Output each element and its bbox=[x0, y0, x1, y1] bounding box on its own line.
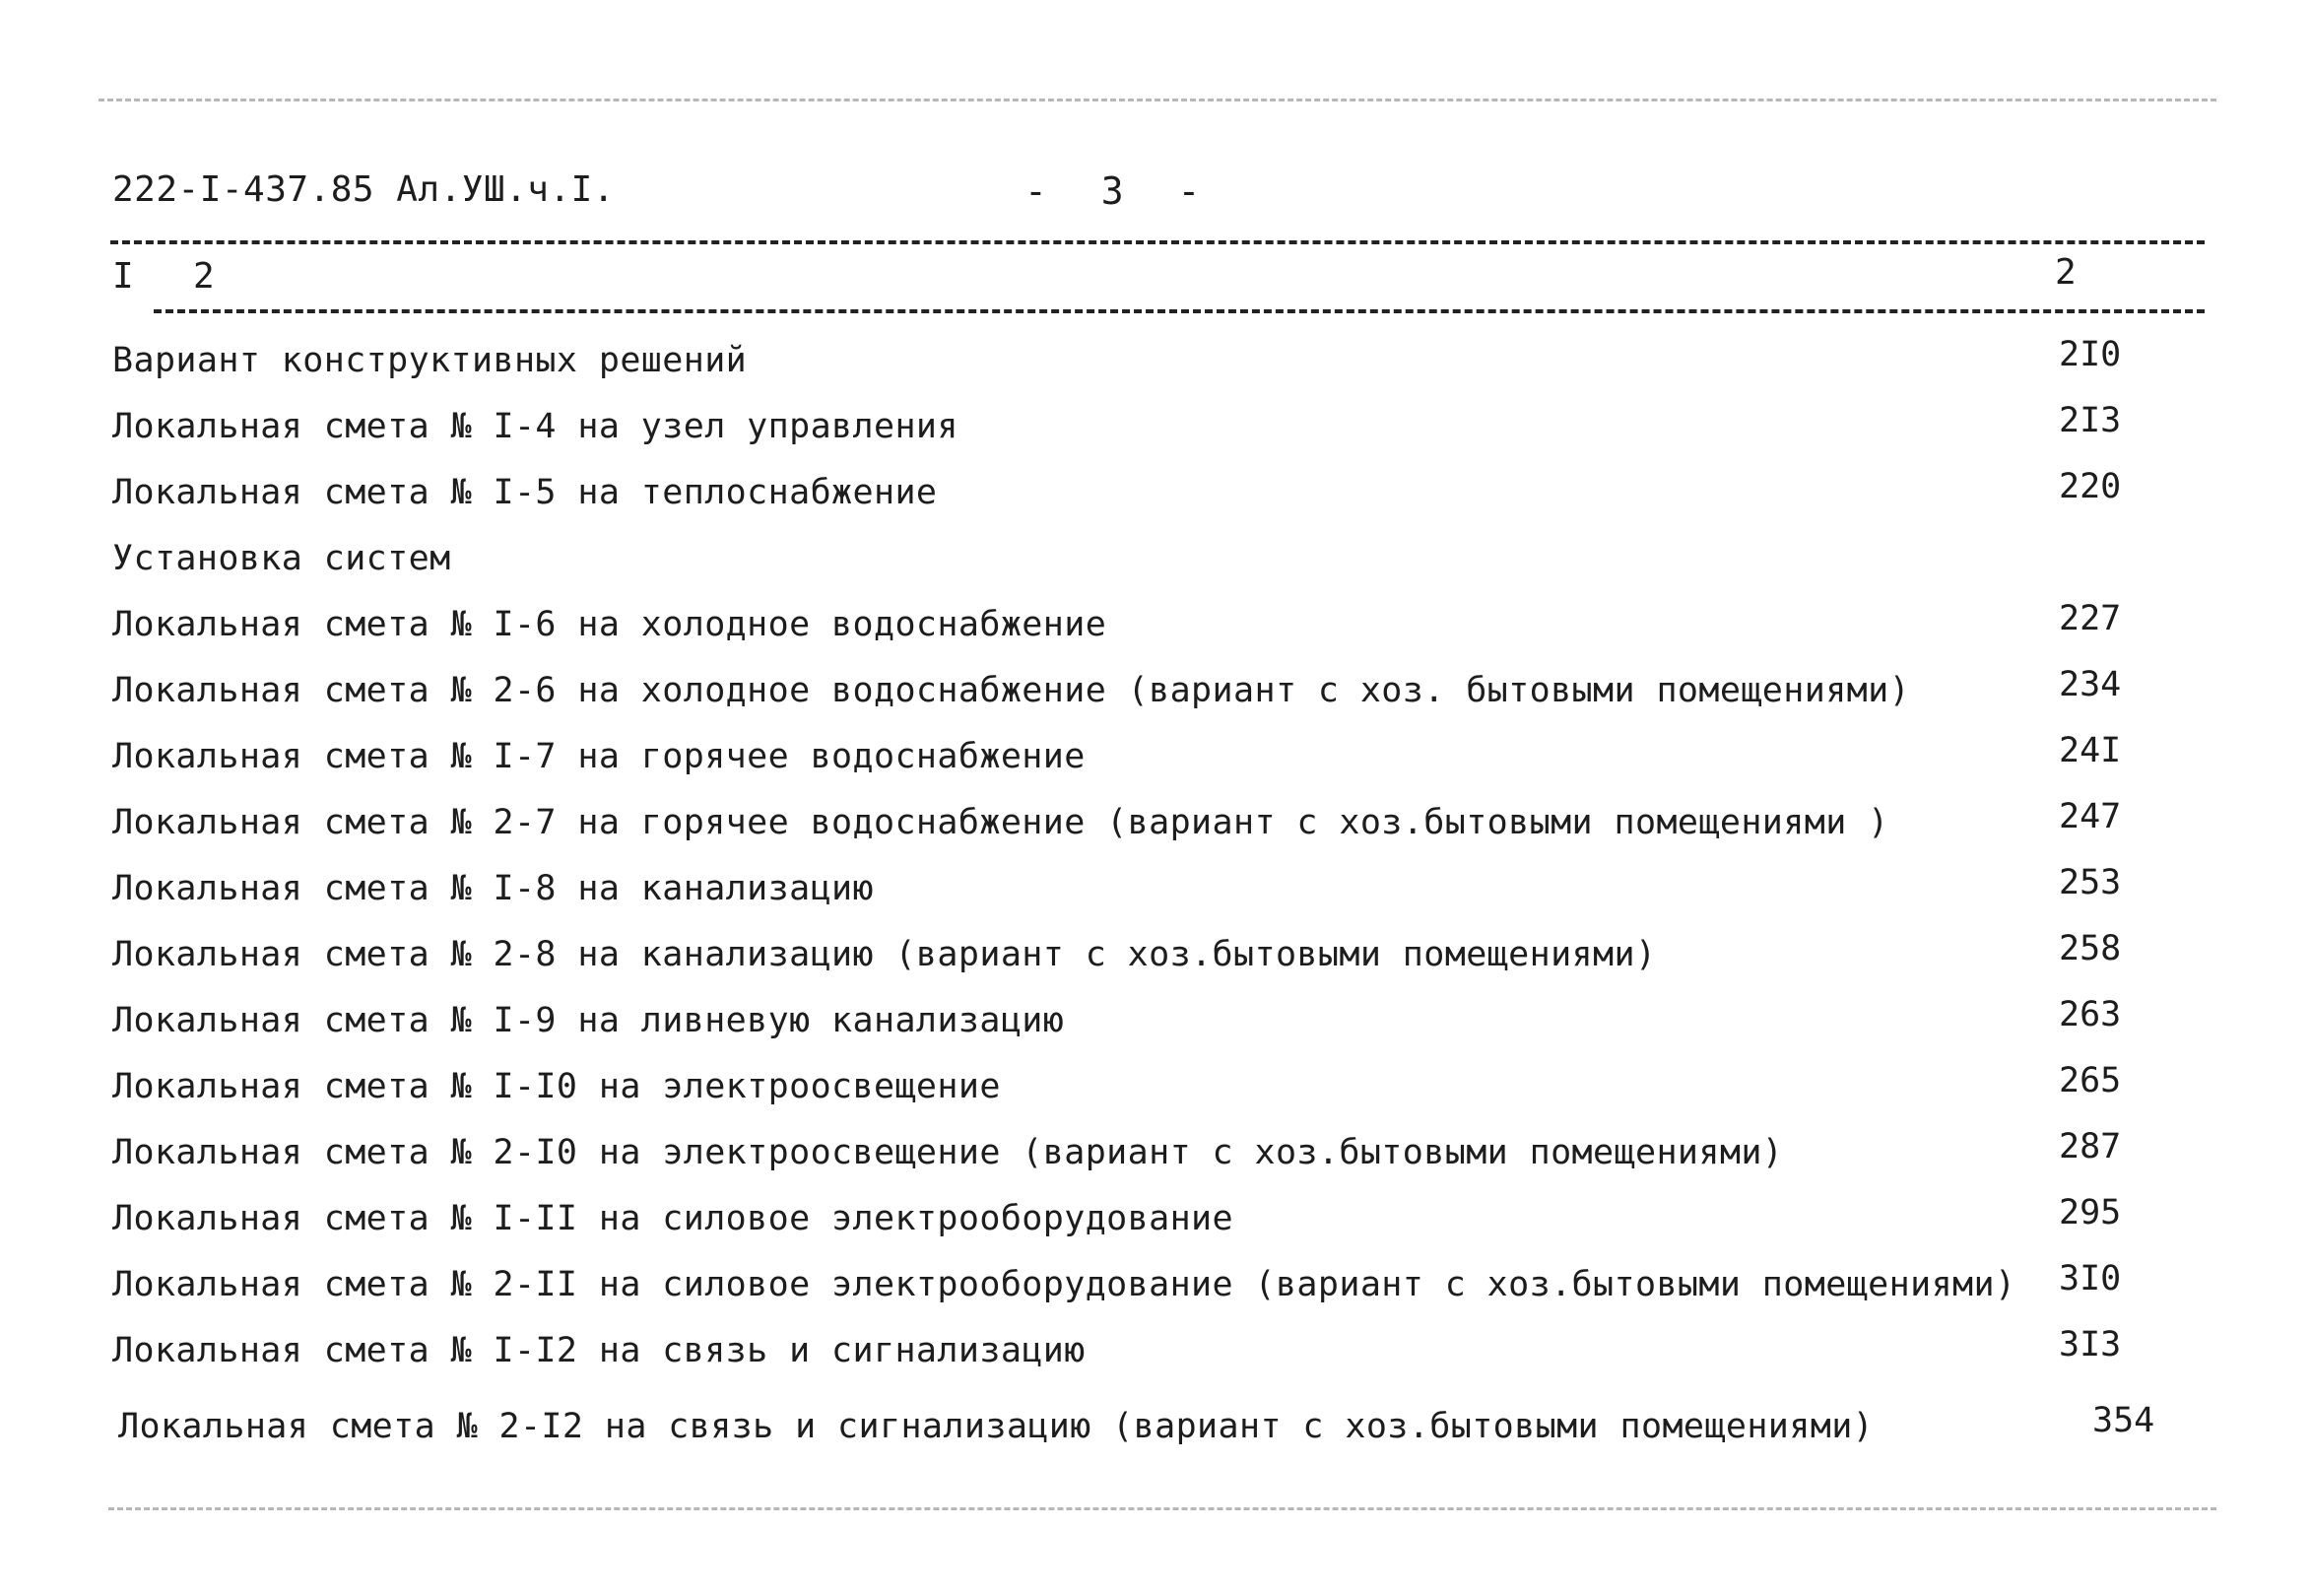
toc-entry-title: Локальная смета № I-5 на теплоснабжение bbox=[112, 473, 938, 512]
toc-row bbox=[0, 401, 2311, 462]
toc-entry-title: Локальная смета № I-9 на ливневую канализацию bbox=[112, 1001, 1065, 1040]
toc-entry-title: Локальная смета № I-II на силовое электрооборудование bbox=[112, 1199, 1234, 1238]
toc-entry-page: 263 bbox=[2059, 995, 2122, 1034]
toc-row bbox=[0, 1325, 2311, 1386]
toc-entry-title: Локальная смета № I-8 на канализацию bbox=[112, 869, 874, 908]
column-header-page: 2 bbox=[2055, 252, 2077, 293]
toc-row bbox=[0, 797, 2311, 858]
page-number: - 3 - bbox=[1024, 169, 1217, 213]
toc-row bbox=[0, 539, 2311, 594]
toc-entry-title: Локальная смета № 2-I2 на связь и сигнализацию (вариант с хоз.бытовыми помещениями) bbox=[118, 1407, 1875, 1446]
column-header-2: 2 bbox=[193, 256, 215, 297]
toc-entry-title: Вариант конструктивных решений bbox=[112, 341, 748, 380]
toc-row bbox=[0, 1061, 2311, 1122]
toc-row bbox=[0, 731, 2311, 792]
toc-row bbox=[0, 335, 2311, 396]
toc-row bbox=[0, 467, 2311, 528]
toc-entry-page: 258 bbox=[2059, 929, 2122, 968]
toc-row bbox=[0, 995, 2311, 1056]
bottom-frame-line bbox=[108, 1507, 2216, 1510]
toc-row bbox=[0, 1259, 2311, 1320]
toc-entry-title: Локальная смета № 2-I0 на электроосвещение (вариант с хоз.бытовыми помещениями) bbox=[112, 1133, 1784, 1172]
toc-entry-page: 2I0 bbox=[2059, 335, 2122, 374]
toc-row bbox=[0, 863, 2311, 924]
toc-entry-title: Установка систем bbox=[112, 539, 451, 578]
toc-entry-title: Локальная смета № 2-6 на холодное водоснабжение (вариант с хоз. бытовыми помещениями) bbox=[112, 671, 1911, 710]
toc-entry-page: 220 bbox=[2059, 467, 2122, 506]
toc-entry-title: Локальная смета № 2-II на силовое электрооборудование (вариант с хоз.бытовыми помещениями) bbox=[112, 1265, 2016, 1304]
toc-entry-page: 287 bbox=[2059, 1127, 2122, 1166]
toc-entry-title: Локальная смета № 2-7 на горячее водоснабжение (вариант с хоз.бытовыми помещениями ) bbox=[112, 803, 1889, 842]
toc-entry-title: Локальная смета № I-6 на холодное водоснабжение bbox=[112, 605, 1107, 644]
toc-entry-page: 24I bbox=[2059, 731, 2122, 770]
toc-entry-title: Локальная смета № I-4 на узел управления bbox=[112, 407, 958, 446]
document-code: 222-I-437.85 Ал.УШ.ч.I. bbox=[112, 169, 615, 210]
toc-entry-page: 227 bbox=[2059, 599, 2122, 638]
toc-row bbox=[0, 1127, 2311, 1188]
toc-entry-page: 234 bbox=[2059, 665, 2122, 704]
toc-entry-title: Локальная смета № I-7 на горячее водоснабжение bbox=[112, 737, 1086, 776]
toc-entry-page: 253 bbox=[2059, 863, 2122, 902]
toc-entry-page: 3I0 bbox=[2059, 1259, 2122, 1298]
toc-row bbox=[0, 599, 2311, 660]
column-header-1: I bbox=[112, 256, 134, 297]
toc-entry-title: Локальная смета № I-I0 на электроосвещение bbox=[112, 1067, 1001, 1106]
toc-entry-page: 2I3 bbox=[2059, 401, 2122, 440]
toc-entry-title: Локальная смета № I-I2 на связь и сигнализацию bbox=[112, 1331, 1086, 1370]
toc-entry-page: 3I3 bbox=[2059, 1325, 2122, 1364]
toc-row bbox=[0, 665, 2311, 726]
toc-entry-title: Локальная смета № 2-8 на канализацию (вариант с хоз.бытовыми помещениями) bbox=[112, 935, 1657, 974]
toc-row bbox=[0, 1193, 2311, 1254]
toc-entry-page: 265 bbox=[2059, 1061, 2122, 1100]
toc-entry-page: 247 bbox=[2059, 797, 2122, 836]
toc-row bbox=[0, 1401, 2311, 1462]
toc-entry-page: 295 bbox=[2059, 1193, 2122, 1232]
toc-row bbox=[0, 929, 2311, 990]
toc-entry-page: 354 bbox=[2092, 1401, 2155, 1440]
